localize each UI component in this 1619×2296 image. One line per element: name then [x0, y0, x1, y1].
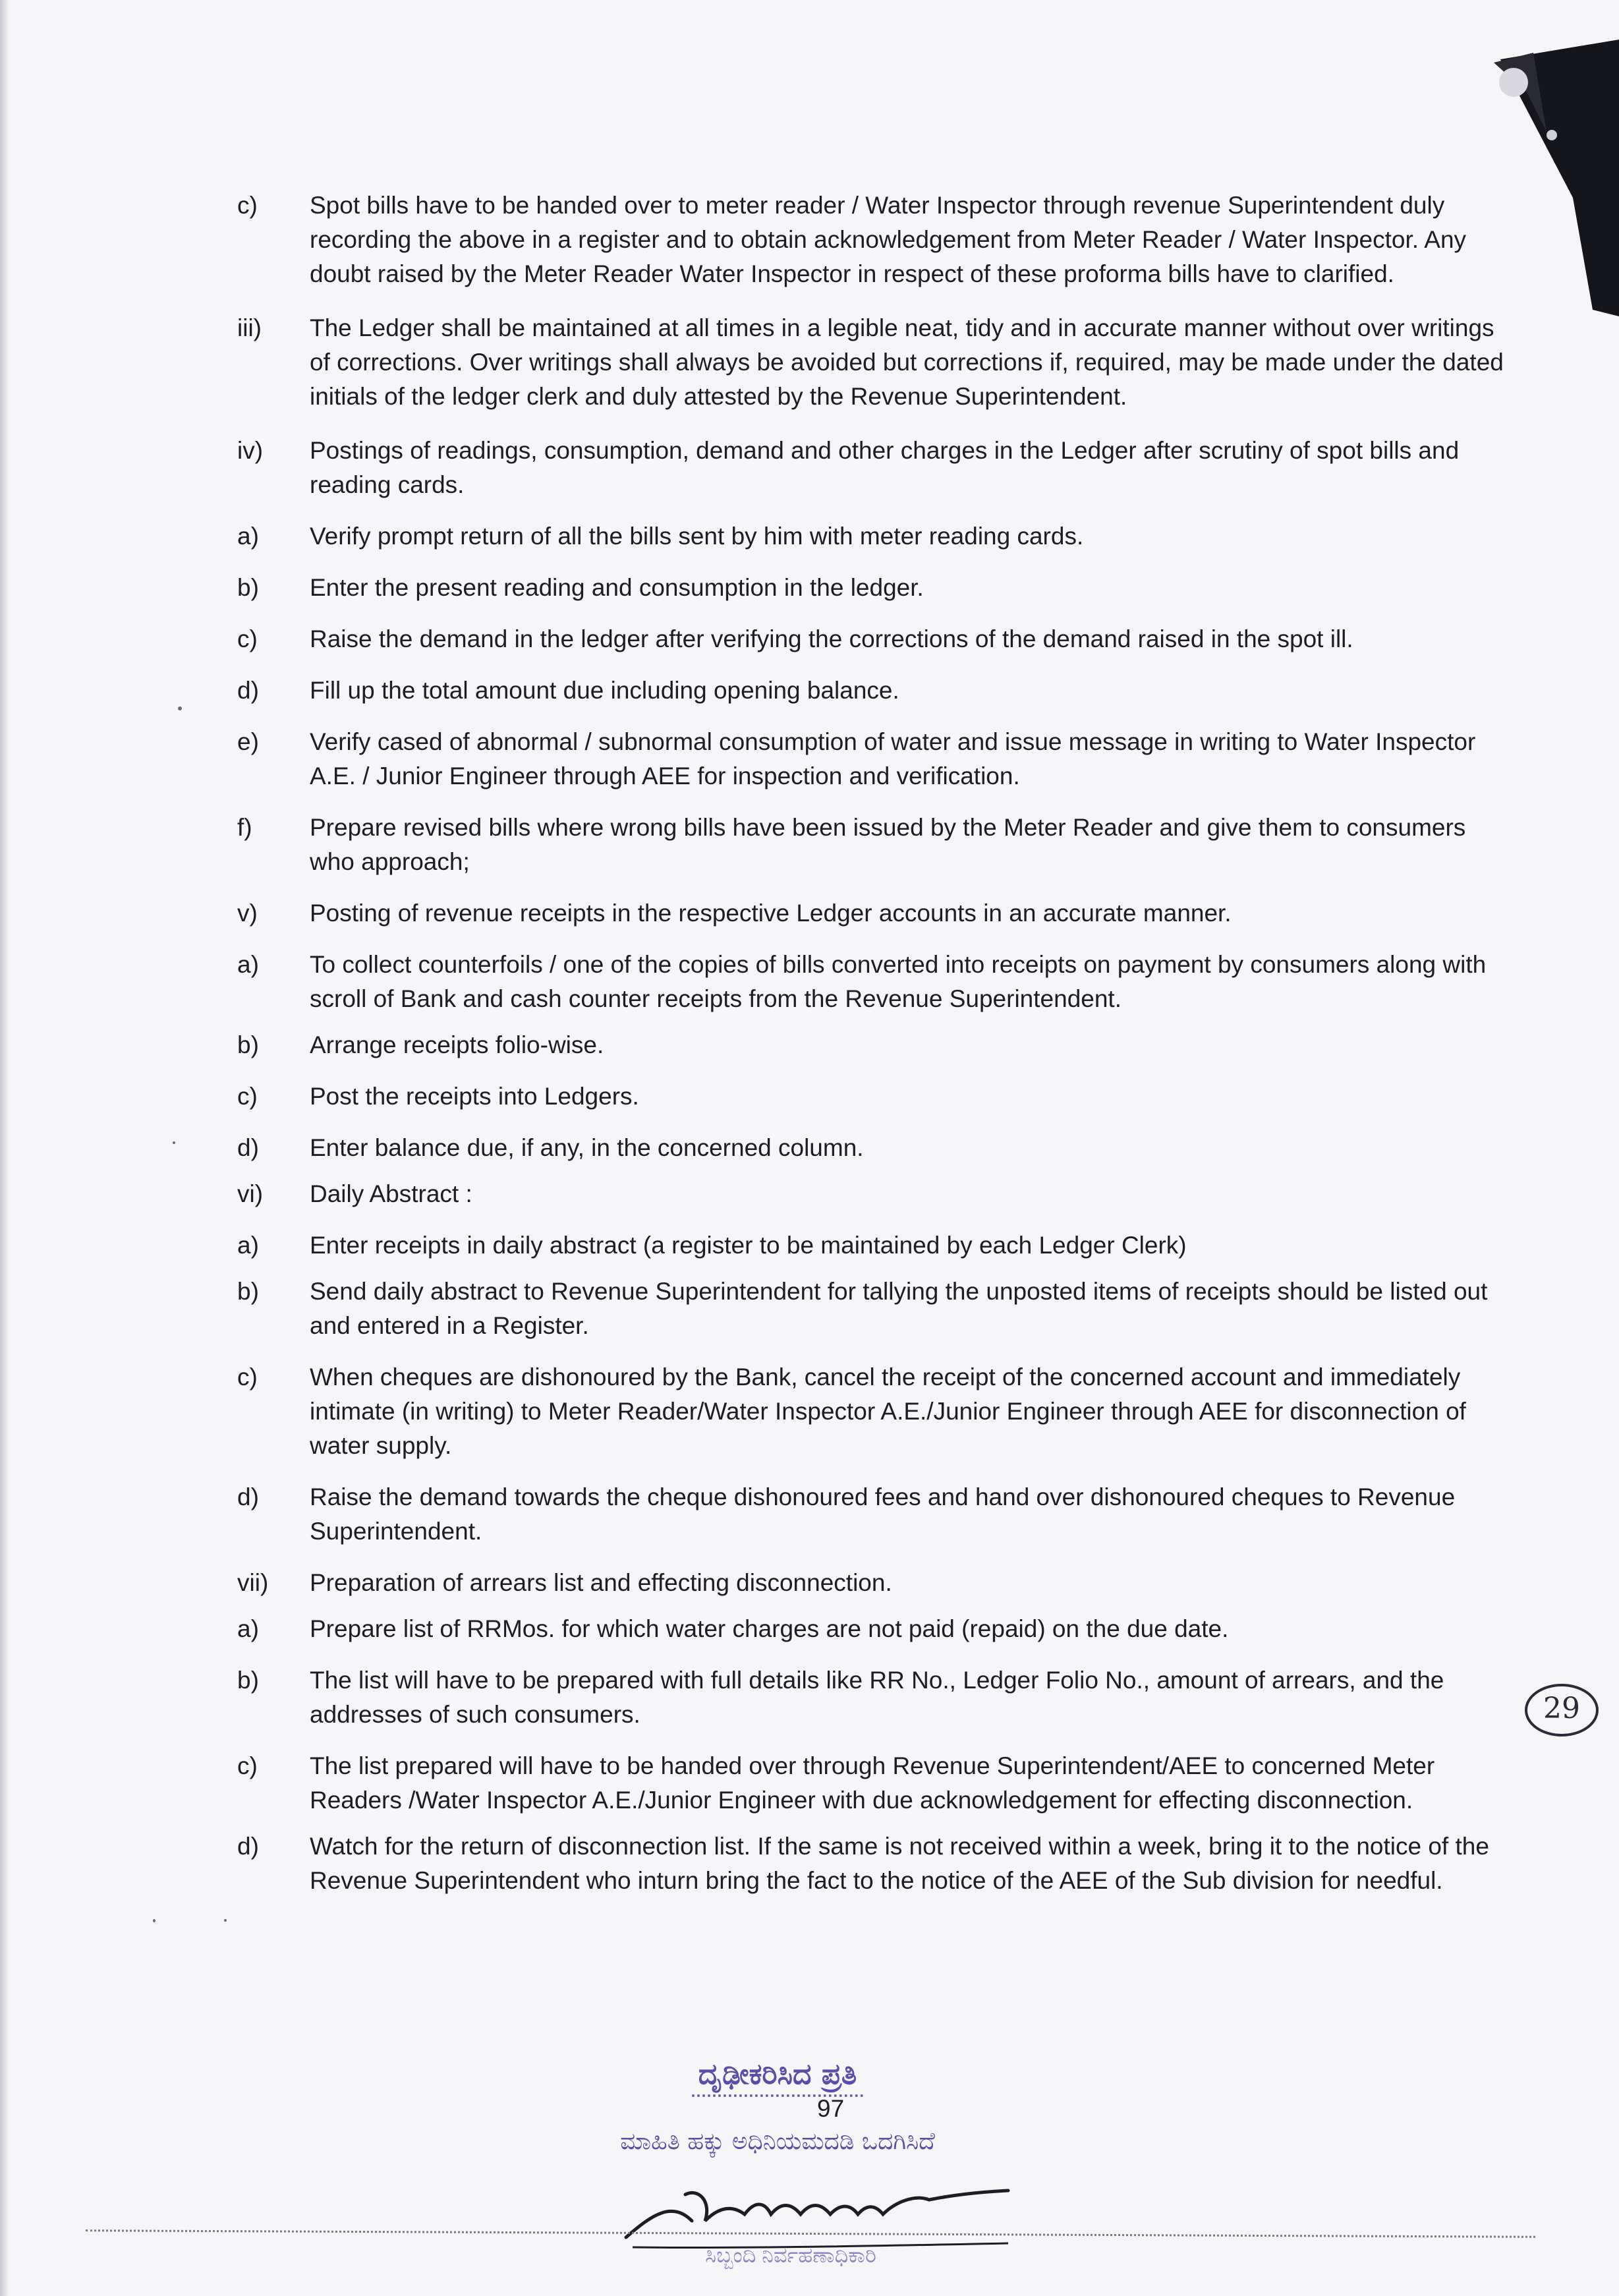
item-text: The list prepared will have to be handed over through Revenue Superintendent/AEE to concerned Meter Readers /Water Inspector A.E./Junior Engineer with due acknowledgement for effecting disconnection. [310, 1752, 1435, 1814]
item-text: Verify cased of abnormal / subnormal consumption of water and issue message in writing to Water Inspector A.E. / Junior Engineer through AEE for inspection and verification. [310, 728, 1476, 789]
item-text: Prepare list of RRMos. for which water charges are not paid (repaid) on the due date. [310, 1615, 1229, 1642]
item-text: Posting of revenue receipts in the respective Ledger accounts in an accurate manner. [310, 900, 1232, 927]
item-text: The Ledger shall be maintained at all times in a legible neat, tidy and in accurate manner without over writings of corrections. Over writings shall always be avoided but corrections if, required, may be made under the dated initials of the ledger clerk and duly attested by the Revenue Superintendent. [310, 314, 1504, 410]
document-body [237, 188, 1516, 1898]
list-item [237, 1177, 1516, 1211]
item-label: c) [237, 1752, 258, 1779]
list-item [237, 622, 1516, 656]
attestation-stamp [554, 2055, 1002, 2160]
list-item [237, 188, 1516, 291]
scan-speck [178, 706, 182, 710]
item-label: iii) [237, 314, 262, 341]
item-label: d) [237, 1134, 259, 1161]
list-item [237, 1663, 1516, 1732]
list-item [237, 1749, 1516, 1818]
item-text: Raise the demand in the ledger after verifying the corrections of the demand raised in the spot ill. [310, 625, 1353, 652]
item-label: a) [237, 1615, 259, 1642]
list-item [237, 1612, 1516, 1646]
item-label: iv) [237, 437, 264, 464]
item-text: Prepare revised bills where wrong bills have been issued by the Meter Reader and give them to consumers who approach; [310, 814, 1466, 875]
stamp-title: ದೃಢೀಕರಿಸಿದ ಪ್ರತಿ [692, 2055, 863, 2097]
item-text: Raise the demand towards the cheque dishonoured fees and hand over dishonoured cheques to Revenue Superintendent. [310, 1483, 1456, 1545]
list-item [237, 725, 1516, 793]
item-text: Spot bills have to be handed over to meter reader / Water Inspector through revenue Superintendent duly recording the above in a register and to obtain acknowledgement from Meter Reader / Water Inspector. Any doubt raised by the Meter Reader Water Inspector in respect of these proforma bills have to clarified. [310, 192, 1467, 287]
item-label: c) [237, 192, 258, 219]
item-label: b) [237, 1278, 259, 1305]
item-text: Post the receipts into Ledgers. [310, 1083, 639, 1110]
scan-speck [224, 1919, 227, 1922]
list-item [237, 1028, 1516, 1062]
item-label: a) [237, 523, 259, 550]
page-number: 97 [817, 2095, 845, 2122]
list-item [237, 1228, 1516, 1263]
item-text: The list will have to be prepared with full details like RR No., Ledger Folio No., amount of arrears, and the addresses of such consumers. [310, 1667, 1444, 1728]
item-text: When cheques are dishonoured by the Bank, cancel the receipt of the concerned account and immediately intimate (in writing) to Meter Reader/Water Inspector A.E./Junior Engineer through AEE for disconnection of water supply. [310, 1363, 1466, 1459]
list-item [237, 1829, 1516, 1898]
list-item [237, 811, 1516, 879]
item-label: c) [237, 625, 258, 652]
item-text: Verify prompt return of all the bills sent by him with meter reading cards. [310, 523, 1084, 550]
list-item [237, 1079, 1516, 1114]
item-label: b) [237, 1031, 259, 1058]
list-item [237, 434, 1516, 502]
list-item [237, 1480, 1516, 1549]
scan-speck [173, 1141, 175, 1144]
item-label: a) [237, 951, 259, 978]
list-item [237, 311, 1516, 414]
list-item [237, 674, 1516, 708]
list-item [237, 519, 1516, 554]
scan-edge-shadow [0, 0, 9, 2296]
list-item [237, 571, 1516, 605]
item-label: b) [237, 574, 259, 601]
item-text: Preparation of arrears list and effecting disconnection. [310, 1569, 892, 1596]
item-text: Enter receipts in daily abstract (a register to be maintained by each Ledger Clerk) [310, 1232, 1187, 1259]
item-text: Enter balance due, if any, in the concerned column. [310, 1134, 864, 1161]
scan-speck [153, 1919, 156, 1922]
stamp-subtitle: ಮಾಹಿತಿ ಹಕ್ಕು ಅಧಿನಿಯಮದಡಿ ಒದಗಿಸಿದೆ [620, 2128, 935, 2155]
item-label: a) [237, 1232, 259, 1259]
margin-handwritten-number: 29 [1543, 1692, 1580, 1725]
item-label: d) [237, 1833, 259, 1860]
item-label: d) [237, 677, 259, 704]
item-text: Daily Abstract : [310, 1180, 472, 1207]
item-text: Enter the present reading and consumption in the ledger. [310, 574, 924, 601]
item-label: c) [237, 1083, 258, 1110]
list-item [237, 1275, 1516, 1343]
item-label: v) [237, 900, 258, 927]
list-item [237, 1131, 1516, 1165]
item-label: c) [237, 1363, 258, 1391]
item-text: Watch for the return of disconnection list. If the same is not received within a week, bring it to the notice of the Revenue Superintendent who inturn bring the fact to the notice of the AEE of the Sub division for needful. [310, 1833, 1489, 1894]
list-item [237, 1360, 1516, 1463]
item-label: vii) [237, 1569, 269, 1596]
item-label: e) [237, 728, 259, 755]
list-item [237, 1566, 1516, 1600]
list-item [237, 948, 1516, 1016]
item-text: Postings of readings, consumption, demand and other charges in the Ledger after scrutiny of spot bills and reading cards. [310, 437, 1460, 498]
item-text: Fill up the total amount due including opening balance. [310, 677, 899, 704]
item-text: To collect counterfoils / one of the copies of bills converted into receipts on payment by consumers along with scroll of Bank and cash counter receipts from the Revenue Superintendent. [310, 951, 1487, 1012]
item-label: d) [237, 1483, 259, 1510]
item-label: f) [237, 814, 252, 841]
item-text: Arrange receipts folio-wise. [310, 1031, 604, 1058]
stamp-designation: ಸಿಬ್ಬಂದಿ ನಿರ್ವಹಣಾಧಿಕಾರಿ [705, 2243, 876, 2267]
item-label: b) [237, 1667, 259, 1694]
list-item [237, 896, 1516, 931]
item-text: Send daily abstract to Revenue Superintendent for tallying the unposted items of receipts should be listed out and entered in a Register. [310, 1278, 1488, 1339]
item-label: vi) [237, 1180, 264, 1207]
